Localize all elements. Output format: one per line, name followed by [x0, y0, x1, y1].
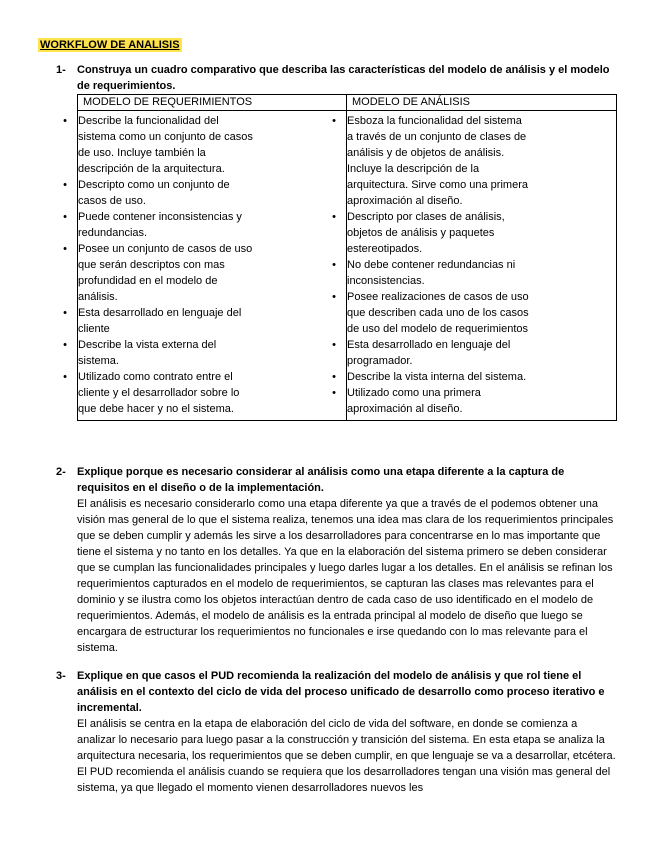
answer-paragraph: El análisis se centra en la etapa de elaboración del ciclo de vida del software, en donde se comienza a analizar lo necesario para luego pasar a la construcción y transición del sistema. En esta etapa se analiza la arquitectura necesaria, los requerimientos que se deben cumplir, en que lenguaje se va a desarrollar, etcétera. El PUD recomienda el análisis cuando se requiera que los desarrolladores tengan una visión mas general del sistema, ya que llegado el momento vienen desarrolladores nuevos les: [77, 718, 616, 794]
list-item: • Esboza la funcionalidad del sistema a través de un conjunto de clases de análisis y de objetos de análisis. Incluye la descripción de la arquitectura. Sirve como una primera aproximación al diseño.: [347, 113, 529, 209]
question-number: 2-: [56, 466, 66, 478]
header-analysis-model: MODELO DE ANÁLISIS: [347, 95, 617, 111]
list-item: • Describe la funcionalidad del sistema como un conjunto de casos de uso. Incluye también la descripción de la arquitectura.: [78, 113, 258, 177]
question-2: [56, 464, 616, 656]
bullet-icon: •: [332, 371, 336, 383]
list-item: • Descripto por clases de análisis, objetos de análisis y paquetes estereotipados.: [347, 209, 529, 257]
bullet-icon: •: [63, 371, 67, 383]
list-item: • Puede contener inconsistencias y redundancias.: [78, 209, 258, 241]
bullet-icon: •: [332, 259, 336, 271]
section-heading: WORKFLOW DE ANALISIS: [40, 39, 180, 51]
header-requirements-model: MODELO DE REQUERIMIENTOS: [78, 95, 347, 111]
question-1: [56, 62, 616, 421]
bullet-icon: •: [63, 339, 67, 351]
list-item: • Utilizado como una primera aproximación al diseño.: [347, 385, 529, 417]
question-3: [56, 668, 616, 796]
question-number: 1-: [56, 64, 66, 76]
table-header-row: [78, 95, 617, 111]
list-item: • Descripto como un conjunto de casos de uso.: [78, 177, 258, 209]
bullet-icon: •: [63, 307, 67, 319]
bullet-icon: •: [63, 243, 67, 255]
bullet-icon: •: [332, 339, 336, 351]
question-title: Construya un cuadro comparativo que describa las características del modelo de análisis y el modelo de requerimientos.: [77, 64, 610, 92]
question-title: Explique porque es necesario considerar al análisis como una etapa diferente a la captura de requisitos en el diseño o de la implementación.: [77, 466, 565, 494]
bullet-icon: •: [63, 179, 67, 191]
list-item: • Posee realizaciones de casos de uso que describen cada uno de los casos de uso del modelo de requerimientos: [347, 289, 529, 337]
bullet-icon: •: [63, 115, 67, 127]
list-item: • No debe contener redundancias ni inconsistencias.: [347, 257, 529, 289]
list-item: • Esta desarrollado en lenguaje del cliente: [78, 305, 258, 337]
bullet-icon: •: [332, 115, 336, 127]
list-item: • Describe la vista interna del sistema.: [347, 369, 529, 385]
list-item: • Posee un conjunto de casos de uso que serán descriptos con mas profundidad en el modelo de análisis.: [78, 241, 258, 305]
bullet-icon: •: [63, 211, 67, 223]
analysis-list: [332, 113, 529, 417]
requirements-model-cell: [63, 111, 347, 421]
comparison-table: [63, 94, 617, 421]
requirements-list: [63, 113, 258, 417]
list-item: • Describe la vista externa del sistema.: [78, 337, 258, 369]
list-item: • Esta desarrollado en lenguaje del programador.: [347, 337, 529, 369]
answer-paragraph: El análisis es necesario considerarlo como una etapa diferente ya que a través de el podemos obtener una visión mas general de lo que el sistema realiza, tenemos una idea mas clara de los requerimientos principales que se deben cumplir y además les sirve a los desarrolladores para concentrarse en lo mas importante que tiene el sistema y no tanto en los detalles. Ya que en la elaboración del sistema primero se deben considerar que se cumplan las funcionalidades principales y luego darles lugar a los detalles. En el análisis se refinan los requerimientos capturados en el modelo de requerimientos, se capturan las clases mas relevantes para el dominio y se ilustra como los objetos interactúan dentro de cada caso de uso identificado en el modelo de requerimientos. Además, el modelo de análisis es la entrada principal al modelo de diseño que luego se encargara de estructurar los requerimientos no funcionales e irse quedando con lo mas relevante para el sistema.: [77, 498, 614, 654]
question-title: Explique en que casos el PUD recomienda la realización del modelo de análisis y que rol tiene el análisis en el contexto del ciclo de vida del proceso unificado de desarrollo como proceso iterativo e incremental.: [77, 670, 605, 714]
bullet-icon: •: [332, 291, 336, 303]
bullet-icon: •: [332, 387, 336, 399]
question-number: 3-: [56, 670, 66, 682]
list-item: • Utilizado como contrato entre el cliente y el desarrollador sobre lo que debe hacer y no el sistema.: [78, 369, 258, 417]
bullet-icon: •: [332, 211, 336, 223]
table-row: [78, 111, 617, 421]
analysis-model-cell: [332, 111, 617, 421]
